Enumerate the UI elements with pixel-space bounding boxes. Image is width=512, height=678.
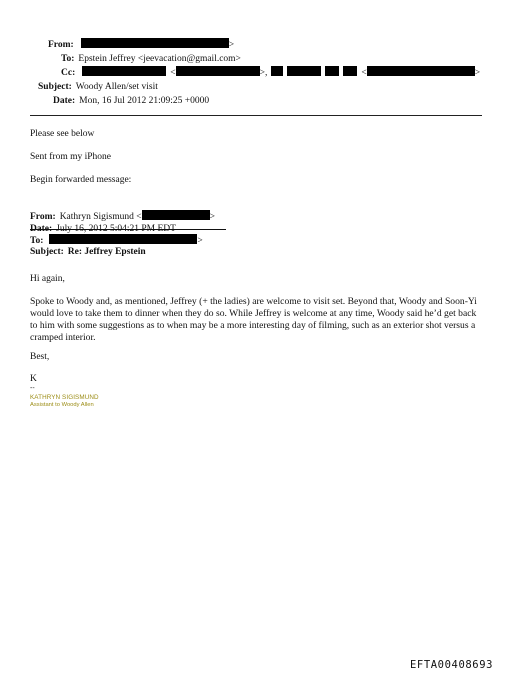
redaction-box — [343, 66, 357, 76]
header-subject-value: Woody Allen/set visit — [75, 82, 158, 92]
signature-title: Assistant to Woody Allen — [30, 402, 94, 408]
fwd-date-value: July 16, 2012 5:04:21 PM EDT — [56, 224, 176, 234]
intro-line-2: Sent from my iPhone — [30, 152, 112, 162]
header-date-row — [53, 90, 209, 108]
bates-number: EFTA00408693 — [410, 659, 494, 671]
fwd-subject-value: Re: Jeffrey Epstein — [67, 247, 146, 257]
header-from-label: From: — [48, 40, 74, 50]
header-to-label: To: — [61, 54, 75, 64]
header-subject-label: Subject: — [38, 82, 72, 92]
header-cc-label: Cc: — [61, 68, 76, 78]
redaction-box — [325, 66, 339, 76]
message-greeting: Hi again, — [30, 274, 65, 284]
header-date-value: Mon, 16 Jul 2012 21:09:25 +0000 — [79, 96, 210, 106]
redaction-box — [176, 66, 260, 76]
header-from-tail: > — [228, 40, 235, 50]
redaction-box — [82, 66, 166, 76]
signature-dash: -- — [30, 385, 35, 392]
fwd-from-value: Kathryn Sigismund < — [59, 212, 142, 222]
fwd-from-tail: > — [209, 212, 215, 222]
intro-line-3: Begin forwarded message: — [30, 175, 132, 185]
header-cc-open: < — [170, 68, 176, 78]
fwd-to-label: To: — [30, 236, 44, 246]
header-to-value: Epstein Jeffrey <jeevacation@gmail.com> — [78, 54, 241, 64]
redaction-box — [287, 66, 321, 76]
header-cc-tail: > — [474, 68, 481, 78]
intro-line-1: Please see below — [30, 129, 95, 139]
fwd-subject-label: Subject: — [30, 247, 64, 257]
fwd-to-tail: > — [197, 236, 203, 246]
redaction-box — [367, 66, 475, 76]
message-initial: K — [30, 374, 37, 384]
fwd-from-label: From: — [30, 212, 56, 222]
header-divider — [30, 115, 482, 116]
signature-name: KATHRYN SIGISMUND — [30, 394, 99, 401]
header-cc-open2: < — [361, 68, 367, 78]
redaction-box — [81, 38, 229, 48]
fwd-date-label: Date: — [30, 224, 53, 234]
fwd-subject-row — [30, 241, 146, 259]
message-closing: Best, — [30, 352, 50, 362]
header-date-label: Date: — [53, 96, 76, 106]
redaction-box — [271, 66, 283, 76]
message-paragraph: Spoke to Woody and, as mentioned, Jeffrey (+ the ladies) are welcome to visit set. Beyond that, Woody and Soon-Yi would love to take them to dinner when they do so. While Jeffrey is welcome at any time, Woody said he’d get back to him with some suggestions as to when may be a more interesting day of filming, such as an exterior shot versus a cramped interior. — [30, 296, 477, 343]
header-cc-sep: >, — [259, 68, 268, 78]
